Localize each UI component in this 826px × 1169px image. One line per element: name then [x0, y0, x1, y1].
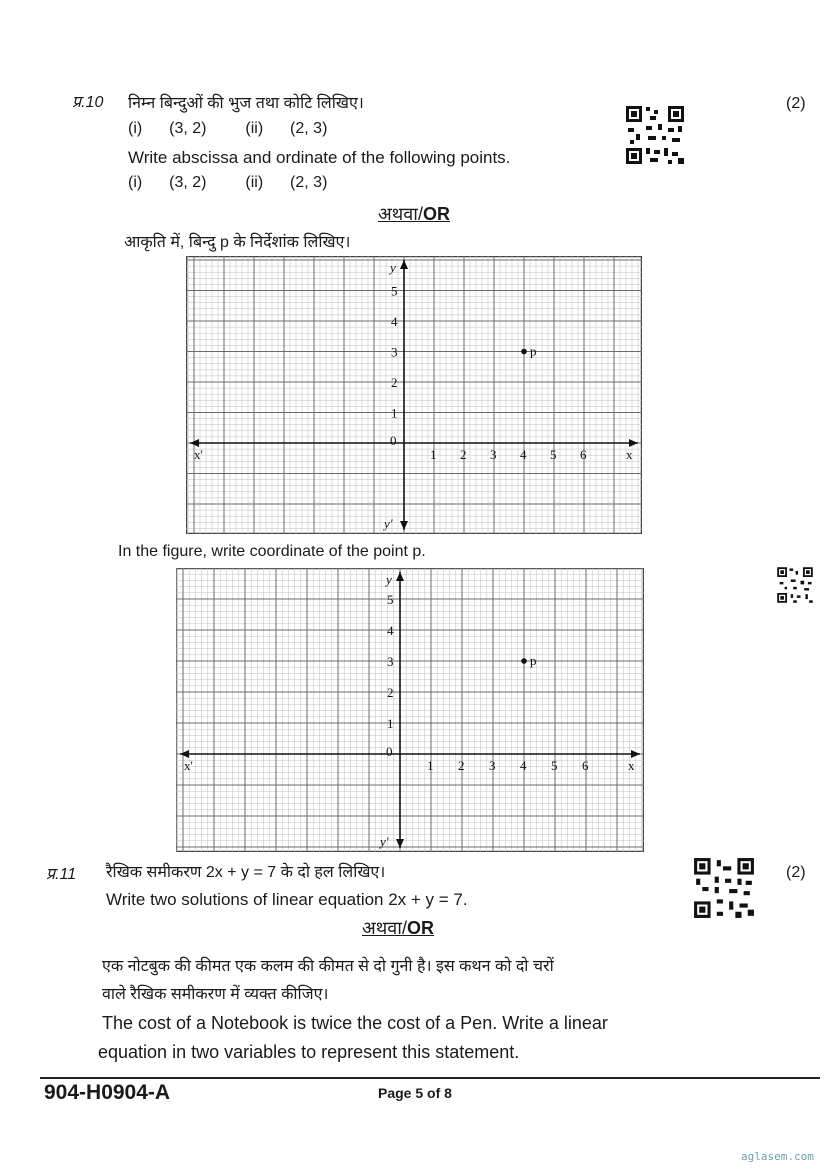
qr-code-icon [624, 104, 686, 166]
x-tick-label: 5 [550, 447, 557, 462]
q11-alt-hindi-line-2: वाले रैखिक समीकरण में व्यक्त कीजिए। [102, 986, 329, 1003]
y-tick-label: 5 [387, 592, 394, 607]
qr-code-icon [776, 566, 814, 604]
q10-english-prompt: Write abscissa and ordinate of the following points. [128, 148, 511, 167]
y-axis-label: y [390, 260, 396, 275]
or-english: OR [406, 918, 434, 938]
page-number: Page 5 of 8 [378, 1085, 452, 1101]
point-p-label: p [530, 653, 537, 668]
x-tick-label: 4 [520, 758, 527, 773]
or-slash: / [417, 204, 423, 224]
x-tick-label: 5 [551, 758, 558, 773]
x-tick-label: 3 [490, 447, 497, 462]
coordinate-graph-1 [186, 256, 642, 534]
q11-hindi-prompt: रैखिक समीकरण 2x + y = 7 के दो हल लिखिए। [106, 864, 386, 881]
y-tick-label: 1 [387, 716, 394, 731]
q11-marks: (2) [786, 864, 806, 881]
y-tick-label: 1 [391, 405, 398, 421]
option-ii-label: (ii) [245, 120, 264, 137]
y-tick-label: 3 [387, 654, 394, 669]
x-tick-label: 1 [430, 447, 437, 462]
y-tick-label: 2 [387, 685, 394, 700]
or-hindi: अथवा [362, 918, 402, 938]
point-p [521, 658, 527, 664]
q10-alt-english-prompt: In the figure, write coordinate of the point p. [118, 543, 426, 560]
x-tick-label: 4 [520, 447, 527, 462]
y-axis-label: y [386, 572, 392, 587]
x-tick-label: 1 [427, 758, 434, 773]
q10-hindi-prompt: निम्न बिन्दुओं की भुज तथा कोटि लिखिए। [128, 95, 364, 112]
y-tick-label: 5 [391, 283, 398, 299]
question-number-11: प्र.11 [46, 866, 77, 883]
q10-or-separator [378, 202, 450, 226]
x-neg-axis-label: x' [184, 758, 193, 773]
q11-english-prompt: Write two solutions of linear equation 2x + y = 7. [106, 890, 468, 909]
q11-alt-english-line-1: The cost of a Notebook is twice the cost of a Pen. Write a linear [102, 1013, 608, 1033]
point-p [521, 349, 527, 355]
option-i-value: (3, 2) [169, 174, 207, 191]
origin-label: 0 [390, 433, 397, 448]
paper-code: 904-H0904-A [44, 1081, 171, 1104]
x-tick-label: 6 [580, 447, 587, 462]
watermark: aglasem.com [741, 1150, 814, 1163]
x-tick-label: 6 [582, 758, 589, 773]
y-neg-axis-label: y' [384, 516, 393, 531]
q11-alt-hindi-line-1: एक नोटबुक की कीमत एक कलम की कीमत से दो गुनी है। इस कथन को दो चरों [102, 958, 554, 975]
option-i-label: (i) [128, 174, 143, 191]
option-ii-value: (2, 3) [290, 120, 328, 137]
x-tick-label: 3 [489, 758, 496, 773]
y-tick-label: 2 [391, 375, 398, 390]
option-i-value: (3, 2) [169, 120, 207, 137]
q10-options-english [128, 174, 327, 192]
coordinate-grid [186, 256, 642, 534]
or-slash: / [401, 918, 407, 938]
or-english: OR [422, 204, 450, 224]
x-tick-label: 2 [460, 447, 467, 462]
qr-code-icon [692, 856, 756, 920]
y-tick-label: 3 [391, 344, 398, 360]
option-ii-label: (ii) [245, 174, 264, 191]
y-tick-label: 4 [391, 314, 398, 329]
x-neg-axis-label: x' [194, 447, 203, 462]
or-hindi: अथवा [378, 204, 418, 224]
coordinate-graph-2 [176, 568, 644, 852]
x-tick-label: 2 [458, 758, 465, 773]
question-number-10: प्र.10 [72, 94, 104, 111]
y-tick-label: 4 [387, 623, 394, 638]
x-axis-label: x [626, 447, 633, 462]
q11-or-separator [362, 916, 434, 940]
point-p-label: p [530, 343, 537, 359]
q10-alt-hindi-prompt: आकृति में, बिन्दु p के निर्देशांक लिखिए। [124, 234, 351, 251]
option-ii-value: (2, 3) [290, 174, 328, 191]
footer-divider [40, 1077, 820, 1079]
x-axis-label: x [628, 758, 635, 773]
y-neg-axis-label: y' [380, 834, 389, 849]
origin-label: 0 [386, 744, 393, 759]
q10-options-hindi [128, 120, 327, 138]
coordinate-grid [176, 568, 644, 852]
option-i-label: (i) [128, 120, 143, 137]
q10-marks: (2) [786, 95, 806, 112]
q11-alt-english-line-2: equation in two variables to represent this statement. [98, 1042, 520, 1062]
